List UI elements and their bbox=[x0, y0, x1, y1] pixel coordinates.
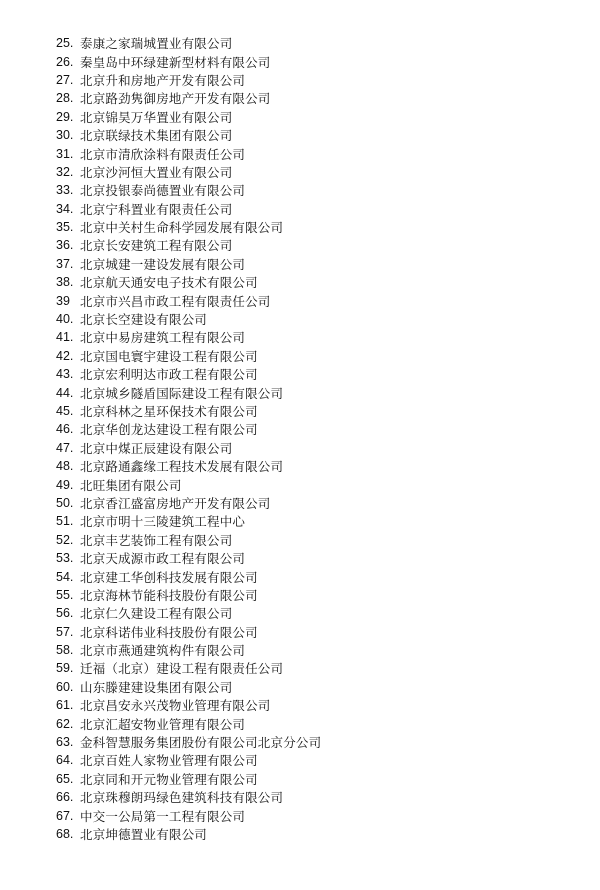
list-item bbox=[56, 218, 321, 236]
item-number: 59. bbox=[56, 661, 74, 676]
item-number: 68. bbox=[56, 826, 74, 841]
list-item bbox=[56, 623, 321, 641]
list-item bbox=[56, 512, 321, 530]
list-item bbox=[56, 291, 321, 309]
list-item bbox=[56, 34, 321, 52]
company-name: 北京市明十三陵建筑工程中心 bbox=[80, 514, 246, 530]
item-number: 29. bbox=[56, 109, 74, 124]
list-item bbox=[56, 678, 321, 696]
item-number: 58. bbox=[56, 643, 74, 658]
list-item bbox=[56, 457, 321, 475]
item-number: 63. bbox=[56, 735, 74, 750]
company-name: 北京天成源市政工程有限公司 bbox=[80, 551, 246, 567]
item-number: 56. bbox=[56, 606, 74, 621]
list-item bbox=[56, 586, 321, 604]
item-number: 55. bbox=[56, 587, 74, 602]
item-number: 35. bbox=[56, 220, 74, 235]
list-item bbox=[56, 310, 321, 328]
item-number: 61. bbox=[56, 698, 74, 713]
list-item bbox=[56, 714, 321, 732]
company-list bbox=[56, 34, 321, 843]
item-number: 46. bbox=[56, 422, 74, 437]
item-number: 44. bbox=[56, 385, 74, 400]
list-item bbox=[56, 733, 321, 751]
item-number: 30. bbox=[56, 128, 74, 143]
company-name: 北京汇超安物业管理有限公司 bbox=[80, 716, 246, 732]
list-item bbox=[56, 825, 321, 843]
item-number: 57. bbox=[56, 624, 74, 639]
item-number: 53. bbox=[56, 551, 74, 566]
list-item bbox=[56, 567, 321, 585]
company-name: 北京航天通安电子技术有限公司 bbox=[80, 275, 258, 291]
item-number: 45. bbox=[56, 404, 74, 418]
list-item bbox=[56, 420, 321, 438]
company-name: 北京市兴昌市政工程有限责任公司 bbox=[80, 293, 271, 309]
company-name: 北京中易房建筑工程有限公司 bbox=[80, 330, 246, 346]
item-number: 26. bbox=[56, 54, 74, 69]
list-item bbox=[56, 347, 321, 365]
item-number: 27. bbox=[56, 72, 74, 87]
list-item bbox=[56, 696, 321, 714]
item-number: 32. bbox=[56, 164, 74, 179]
item-number: 42. bbox=[56, 348, 74, 363]
list-item bbox=[56, 181, 321, 199]
company-name: 中交一公局第一工程有限公司 bbox=[80, 808, 246, 824]
item-number: 64. bbox=[56, 753, 74, 768]
company-name: 北京城建一建设发展有限公司 bbox=[80, 256, 246, 272]
company-name: 北京宏利明达市政工程有限公司 bbox=[80, 367, 258, 383]
company-name: 北京长安建筑工程有限公司 bbox=[80, 238, 233, 254]
item-number: 38. bbox=[56, 275, 74, 290]
list-item bbox=[56, 549, 321, 567]
company-name: 泰康之家瑞城置业有限公司 bbox=[80, 36, 233, 52]
company-name: 北京宁科置业有限责任公司 bbox=[80, 201, 233, 217]
item-number: 51. bbox=[56, 514, 74, 529]
company-name: 北京百姓人家物业管理有限公司 bbox=[80, 753, 258, 769]
company-name: 北京仁久建设工程有限公司 bbox=[80, 606, 233, 622]
item-number: 50. bbox=[56, 495, 74, 510]
company-name: 北京坤德置业有限公司 bbox=[80, 826, 208, 842]
company-name: 北京锦昊万华置业有限公司 bbox=[80, 109, 233, 125]
list-item bbox=[56, 439, 321, 457]
list-item bbox=[56, 604, 321, 622]
item-number: 65. bbox=[56, 771, 74, 786]
list-item bbox=[56, 144, 321, 162]
company-name: 北京珠穆朗玛绿色建筑科技有限公司 bbox=[80, 790, 284, 806]
item-number: 28. bbox=[56, 91, 74, 106]
list-item bbox=[56, 383, 321, 401]
company-name: 北旺集团有限公司 bbox=[80, 477, 182, 493]
company-name: 北京市清欣涂料有限责任公司 bbox=[80, 146, 246, 162]
item-number: 67. bbox=[56, 808, 74, 823]
company-name: 北京同和开元物业管理有限公司 bbox=[80, 771, 258, 787]
item-number: 37. bbox=[56, 256, 74, 271]
list-item bbox=[56, 751, 321, 769]
company-name: 北京昌安永兴茂物业管理有限公司 bbox=[80, 698, 271, 714]
company-name: 北京海林节能科技股份有限公司 bbox=[80, 587, 258, 603]
company-name: 秦皇岛中环绿建新型材料有限公司 bbox=[80, 54, 271, 70]
item-number: 54. bbox=[56, 569, 74, 584]
list-item bbox=[56, 770, 321, 788]
company-name: 金科智慧服务集团股份有限公司北京分公司 bbox=[80, 735, 322, 751]
item-number: 41. bbox=[56, 330, 74, 345]
list-item bbox=[56, 641, 321, 659]
list-item bbox=[56, 108, 321, 126]
company-name: 北京中关村生命科学园发展有限公司 bbox=[80, 220, 284, 236]
company-name: 北京升和房地产开发有限公司 bbox=[80, 72, 246, 88]
list-item bbox=[56, 659, 321, 677]
company-name: 迁福（北京）建设工程有限责任公司 bbox=[80, 661, 284, 677]
list-item bbox=[56, 402, 321, 420]
list-item bbox=[56, 494, 321, 512]
company-name: 北京城乡隧盾国际建设工程有限公司 bbox=[80, 385, 284, 401]
company-name: 北京投银泰尚德置业有限公司 bbox=[80, 183, 246, 199]
item-number: 52. bbox=[56, 532, 74, 547]
list-item bbox=[56, 788, 321, 806]
company-name: 北京建工华创科技发展有限公司 bbox=[80, 569, 258, 585]
item-number: 43. bbox=[56, 367, 74, 382]
company-name: 北京中煤正辰建设有限公司 bbox=[80, 440, 233, 456]
company-name: 北京科林之星环保技术有限公司 bbox=[80, 404, 258, 419]
company-name: 北京科诺伟业科技股份有限公司 bbox=[80, 624, 258, 640]
company-name: 北京市燕通建筑构件有限公司 bbox=[80, 643, 246, 659]
company-name: 北京香江盛富房地产开发有限公司 bbox=[80, 495, 271, 511]
list-item bbox=[56, 365, 321, 383]
list-item bbox=[56, 71, 321, 89]
company-name: 北京路通鑫缘工程技术发展有限公司 bbox=[80, 459, 284, 475]
list-item bbox=[56, 163, 321, 181]
item-number: 66. bbox=[56, 790, 74, 805]
list-item bbox=[56, 806, 321, 824]
item-number: 49. bbox=[56, 477, 74, 492]
company-name: 山东滕建建设集团有限公司 bbox=[80, 679, 233, 695]
company-name: 北京国电寰宇建设工程有限公司 bbox=[80, 348, 258, 364]
item-number: 47. bbox=[56, 440, 74, 455]
list-item bbox=[56, 255, 321, 273]
list-item bbox=[56, 200, 321, 218]
item-number: 36. bbox=[56, 238, 74, 253]
list-item bbox=[56, 126, 321, 144]
list-item bbox=[56, 52, 321, 70]
list-item bbox=[56, 273, 321, 291]
company-name: 北京路劲隽御房地产开发有限公司 bbox=[80, 91, 271, 107]
item-number: 40. bbox=[56, 312, 74, 327]
company-name: 北京长空建设有限公司 bbox=[80, 312, 208, 328]
item-number: 39 bbox=[56, 293, 70, 308]
list-item bbox=[56, 236, 321, 254]
item-number: 62. bbox=[56, 716, 74, 731]
list-item bbox=[56, 475, 321, 493]
list-item bbox=[56, 89, 321, 107]
item-number: 31. bbox=[56, 146, 74, 161]
company-name: 北京联绿技术集团有限公司 bbox=[80, 128, 233, 144]
company-name: 北京沙河恒大置业有限公司 bbox=[80, 164, 233, 180]
company-name: 北京丰艺装饰工程有限公司 bbox=[80, 532, 233, 548]
item-number: 60. bbox=[56, 679, 74, 694]
list-item bbox=[56, 328, 321, 346]
item-number: 33. bbox=[56, 183, 74, 198]
item-number: 34. bbox=[56, 201, 74, 216]
item-number: 25. bbox=[56, 36, 74, 51]
company-name: 北京华创龙达建设工程有限公司 bbox=[80, 422, 258, 438]
list-item bbox=[56, 531, 321, 549]
item-number: 48. bbox=[56, 459, 74, 474]
